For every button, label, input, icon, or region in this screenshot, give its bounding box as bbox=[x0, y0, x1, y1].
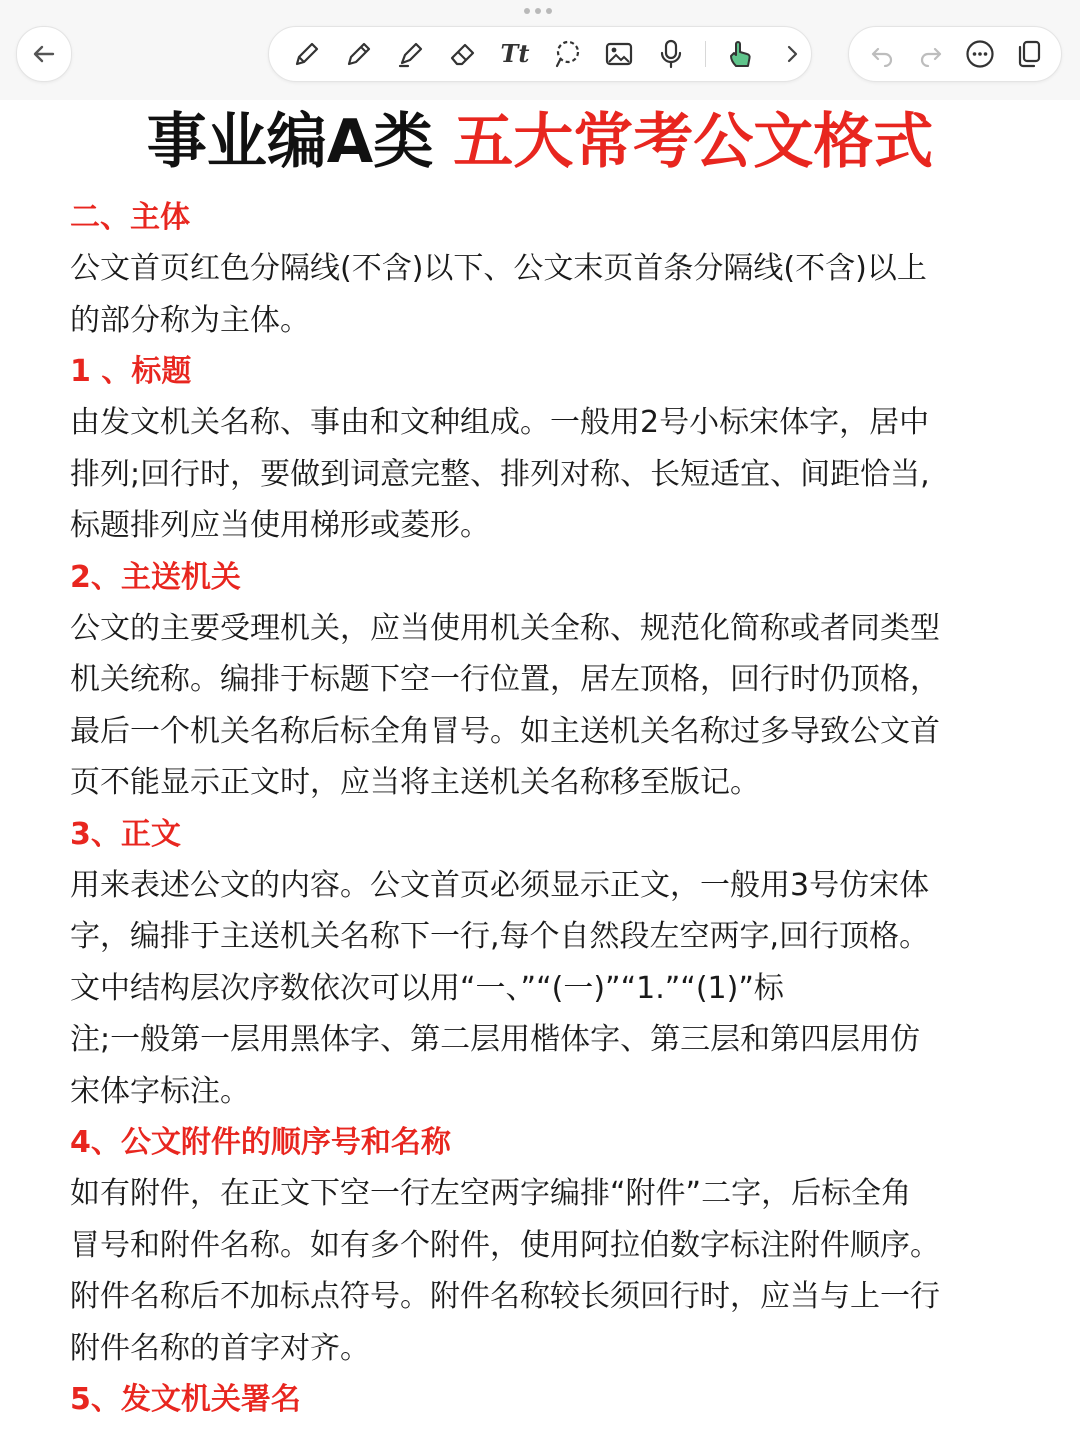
title-part-red: 五大常考公文格式 bbox=[453, 107, 934, 177]
section-heading: 二、主体 bbox=[70, 200, 190, 235]
highlighter-tool-button[interactable] bbox=[393, 36, 429, 72]
section-heading: 4、公文附件的顺序号和名称 bbox=[70, 1125, 451, 1160]
microphone-icon bbox=[655, 38, 687, 70]
image-icon bbox=[603, 38, 635, 70]
more-icon bbox=[965, 39, 995, 69]
title-part-black: 事业编A类 bbox=[146, 107, 434, 177]
back-button[interactable] bbox=[16, 26, 72, 82]
text-style-icon: Tt bbox=[500, 39, 530, 68]
paragraph-line: 的部分称为主体。 bbox=[70, 302, 310, 338]
section-heading: 1 、标题 bbox=[70, 354, 192, 389]
undo-button[interactable] bbox=[864, 36, 900, 72]
paragraph-line: 如有附件，在正文下空一行左空两字编排“附件”二字，后标全角 bbox=[70, 1176, 912, 1211]
document-body bbox=[70, 192, 1020, 1425]
paragraph-line: 公文的主要受理机关，应当使用机关全称、规范化简称或者同类型 bbox=[70, 610, 940, 646]
paragraph-line: 公文首页红色分隔线(不含)以下、公文末页首条分隔线(不含)以上 bbox=[70, 251, 927, 286]
pages-icon bbox=[1014, 39, 1044, 69]
paragraph-line: 排列;回行时，要做到词意完整、排列对称、长短适宜、间距恰当, bbox=[70, 456, 930, 492]
paragraph-line: 宋体字标注。 bbox=[70, 1073, 250, 1109]
arrow-left-icon bbox=[31, 41, 57, 67]
image-tool-button[interactable] bbox=[601, 36, 637, 72]
highlighter-icon bbox=[395, 38, 427, 70]
redo-button[interactable] bbox=[913, 36, 949, 72]
paragraph-line: 由发文机关名称、事由和文种组成。一般用2号小标宋体字，居中 bbox=[70, 405, 930, 440]
paragraph-line: 冒号和附件名称。如有多个附件，使用阿拉伯数字标注附件顺序。 bbox=[70, 1227, 940, 1263]
section-heading: 5、发文机关署名 bbox=[70, 1382, 301, 1417]
toolbar-divider bbox=[705, 41, 706, 67]
paragraph-line: 标题排列应当使用梯形或菱形。 bbox=[70, 508, 490, 543]
lasso-tool-button[interactable] bbox=[549, 36, 585, 72]
paragraph-line: 字，编排于主送机关名称下一行,每个自然段左空两字,回行顶格。 bbox=[70, 919, 930, 954]
microphone-tool-button[interactable] bbox=[653, 36, 689, 72]
undo-icon bbox=[869, 41, 895, 67]
pen-alt-icon bbox=[343, 38, 375, 70]
section-paragraph bbox=[70, 243, 1020, 346]
chevron-right-icon bbox=[781, 43, 803, 65]
page-title bbox=[0, 100, 1080, 184]
paragraph-line: 机关统称。编排于标题下空一行位置，居左顶格，回行时仍顶格， bbox=[70, 662, 940, 697]
expand-tools-button[interactable] bbox=[774, 36, 810, 72]
more-button[interactable] bbox=[962, 36, 998, 72]
paragraph-line: 最后一个机关名称后标全角冒号。如主送机关名称过多导致公文首 bbox=[70, 713, 940, 749]
touch-pen-icon bbox=[724, 38, 756, 70]
section-paragraph bbox=[70, 397, 1020, 552]
paragraph-line: 注;一般第一层用黑体字、第二层用楷体字、第三层和第四层用仿 bbox=[70, 1022, 921, 1057]
paragraph-line: 文中结构层次序数依次可以用“一、”“(一)”“1.”“(1)”标 bbox=[70, 970, 784, 1006]
eraser-icon bbox=[447, 38, 479, 70]
section-paragraph bbox=[70, 860, 1020, 1118]
lasso-icon bbox=[551, 38, 583, 70]
drawing-tools bbox=[268, 26, 812, 82]
paragraph-line: 页不能显示正文时，应当将主送机关名称移至版记。 bbox=[70, 765, 760, 800]
eraser-tool-button[interactable] bbox=[445, 36, 481, 72]
drag-handle[interactable] bbox=[524, 8, 552, 14]
section-heading: 2、主送机关 bbox=[70, 559, 241, 595]
section-heading: 3、正文 bbox=[70, 816, 181, 852]
text-tool-button[interactable] bbox=[497, 36, 533, 72]
paragraph-line: 附件名称的首字对齐。 bbox=[70, 1330, 370, 1366]
section-paragraph bbox=[70, 1168, 1020, 1374]
section-paragraph bbox=[70, 603, 1020, 809]
pen-tool-button[interactable] bbox=[289, 36, 325, 72]
redo-icon bbox=[918, 41, 944, 67]
document-actions bbox=[848, 26, 1062, 82]
paragraph-line: 附件名称后不加标点符号。附件名称较长须回行时，应当与上一行 bbox=[70, 1279, 940, 1314]
paragraph-line: 用来表述公文的内容。公文首页必须显示正文，一般用3号仿宋体 bbox=[70, 867, 930, 903]
top-toolbar bbox=[0, 0, 1080, 100]
touch-pen-tool-button[interactable] bbox=[722, 36, 758, 72]
pen-alt-tool-button[interactable] bbox=[341, 36, 377, 72]
pen-icon bbox=[291, 38, 323, 70]
pages-button[interactable] bbox=[1011, 36, 1047, 72]
